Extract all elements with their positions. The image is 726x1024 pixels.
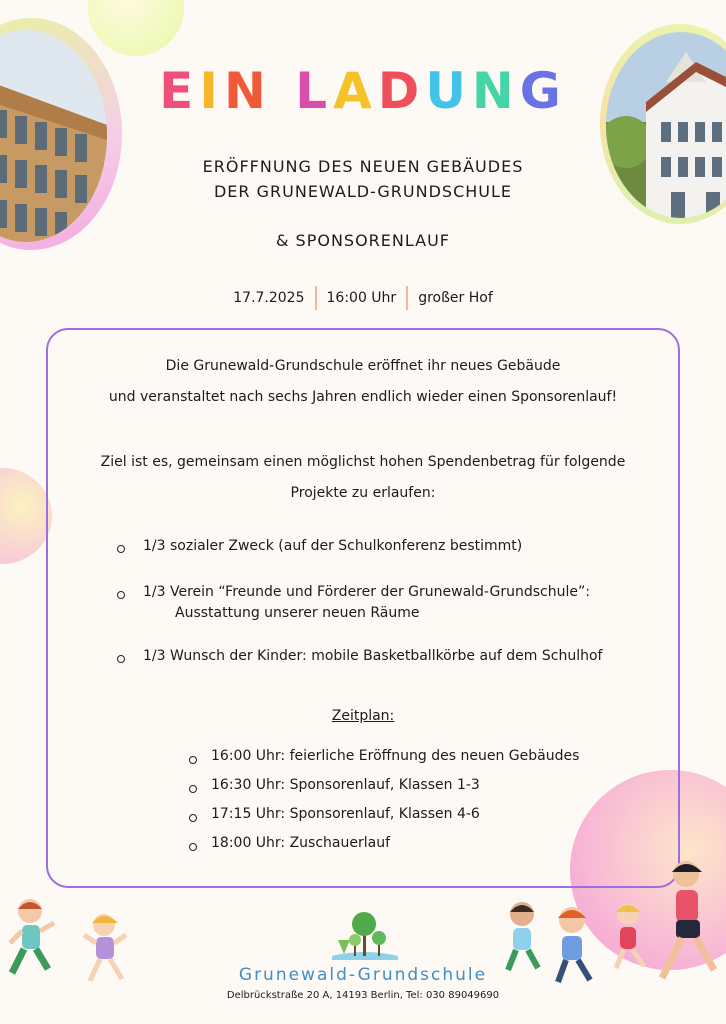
event-time: 16:00 Uhr bbox=[326, 290, 397, 306]
title-letter: L bbox=[295, 62, 334, 120]
bullet-icon bbox=[117, 591, 125, 599]
subtitle-line-2: DER GRUNEWALD-GRUNDSCHULE bbox=[213, 182, 513, 201]
event-info-row bbox=[0, 286, 726, 310]
bullet-icon bbox=[189, 814, 197, 822]
page-title bbox=[0, 62, 726, 120]
schedule-heading: Zeitplan: bbox=[331, 708, 395, 724]
bullet-icon bbox=[117, 545, 125, 553]
school-name: Grunewald-Grundschule bbox=[238, 965, 488, 985]
bullet-icon bbox=[117, 655, 125, 663]
project-item-3: 1/3 Wunsch der Kinder: mobile Basketballkörbe auf dem Schulhof bbox=[143, 648, 603, 664]
event-date: 17.7.2025 bbox=[233, 290, 305, 306]
title-letter: N bbox=[223, 62, 272, 120]
title-letter: E bbox=[159, 62, 200, 120]
decorative-circle-top bbox=[88, 0, 184, 56]
intro-line-3: Ziel ist es, gemeinsam einen möglichst hohen Spendenbetrag für folgende bbox=[100, 454, 626, 470]
title-letter: G bbox=[519, 62, 567, 120]
event-place: großer Hof bbox=[418, 290, 493, 306]
schedule-item-4: 18:00 Uhr: Zuschauerlauf bbox=[211, 835, 391, 851]
title-letter bbox=[272, 62, 295, 120]
school-logo-trees bbox=[330, 910, 400, 962]
running-kids-right-illustration bbox=[500, 858, 722, 998]
schedule-item-2: 16:30 Uhr: Sponsorenlauf, Klassen 1-3 bbox=[211, 777, 480, 793]
project-item-1: 1/3 sozialer Zweck (auf der Schulkonferenz bestimmt) bbox=[143, 538, 523, 554]
intro-line-2: und veranstaltet nach sechs Jahren endlich wieder einen Sponsorenlauf! bbox=[108, 389, 618, 405]
bullet-icon bbox=[189, 843, 197, 851]
subtitle-line-1: ERÖFFNUNG DES NEUEN GEBÄUDES bbox=[202, 157, 524, 176]
title-letter: N bbox=[471, 62, 520, 120]
bullet-icon bbox=[189, 785, 197, 793]
project-item-2-detail: Ausstattung unserer neuen Räume bbox=[175, 605, 420, 621]
decorative-circle-mid-left bbox=[0, 468, 52, 564]
title-letter: I bbox=[199, 62, 224, 120]
intro-line-1: Die Grunewald-Grundschule eröffnet ihr neues Gebäude bbox=[165, 358, 561, 374]
schedule-item-1: 16:00 Uhr: feierliche Eröffnung des neuen Gebäudes bbox=[211, 748, 580, 764]
intro-line-4: Projekte zu erlaufen: bbox=[290, 485, 436, 501]
title-letter: D bbox=[377, 62, 426, 120]
title-letter: U bbox=[425, 62, 472, 120]
project-item-2: 1/3 Verein “Freunde und Förderer der Grunewald-Grundschule”: bbox=[143, 584, 590, 600]
school-address: Delbrückstraße 20 A, 14193 Berlin, Tel: 030 89049690 bbox=[226, 990, 500, 1001]
subtitle-line-3: & SPONSORENLAUF bbox=[275, 231, 450, 250]
title-letter: A bbox=[333, 62, 378, 120]
bullet-icon bbox=[189, 756, 197, 764]
schedule-item-3: 17:15 Uhr: Sponsorenlauf, Klassen 4-6 bbox=[211, 806, 480, 822]
